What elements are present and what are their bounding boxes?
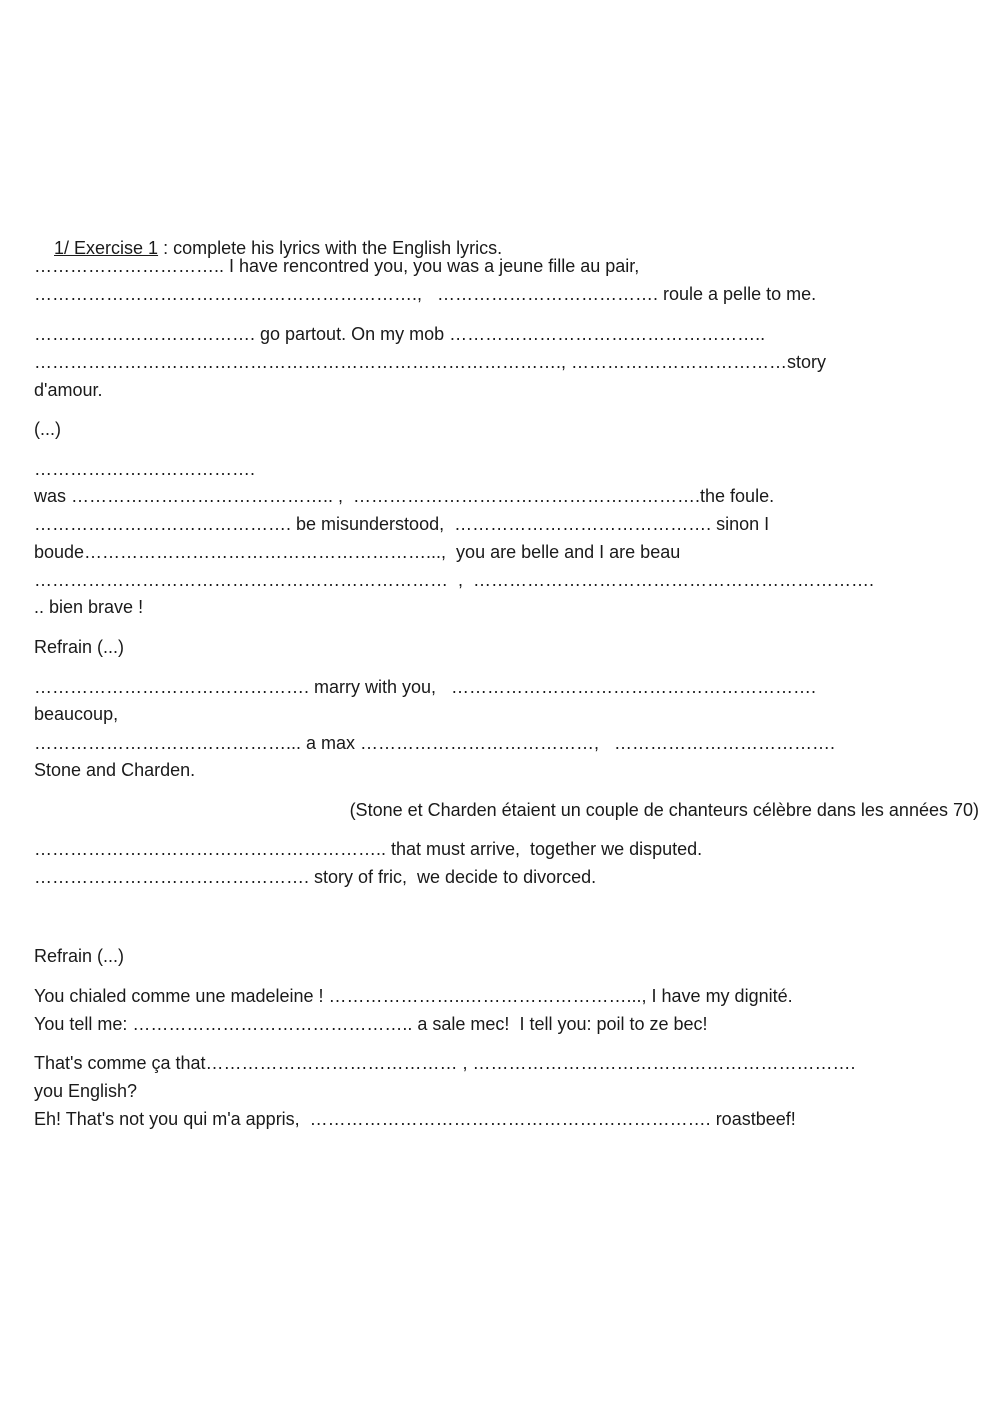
verse2-line3: d'amour. <box>34 380 103 400</box>
exercise-instructions: : complete his lyrics with the English lyrics. <box>158 238 503 258</box>
ellipsis-marker: (...) <box>34 419 61 439</box>
verse1-line1: ………………………….. I have rencontred you, you was a jeune fille au pair, <box>34 256 640 276</box>
verse2-line2: ……………………………………………………………………………., ………………………………story <box>34 352 827 372</box>
verse4-line1: ………………………………………. marry with you, ……………………………………………………. <box>34 677 817 697</box>
verse4-line3: ……………………………………... a max …………………………………, ………………………………. <box>34 733 836 753</box>
refrain-marker-2: Refrain (...) <box>34 946 125 966</box>
refrain-marker-1: Refrain (...) <box>34 637 125 657</box>
verse3-line4: boude…………………………………………………..., you are belle and I are beau <box>34 542 681 562</box>
verse7-line2: you English? <box>34 1081 138 1101</box>
verse3-line6: .. bien brave ! <box>34 597 144 617</box>
verse3-line1: ………………………………. <box>34 459 256 479</box>
verse7-line1: That's comme ça that…………………………………… , ………………………………………………………. <box>34 1053 856 1073</box>
verse3-line2: was …………………………………….. , ………………………………………………….the foule. <box>34 486 775 506</box>
historical-note: (Stone et Charden étaient un couple de chanteurs célèbre dans les années 70) <box>349 800 979 820</box>
verse4-line2: beaucoup, <box>34 704 119 724</box>
verse3-line5: …………………………………………………………… , …………………………………………………………. <box>34 570 875 590</box>
verse5-line1: ………………………………………………….. that must arrive, together we disputed. <box>34 839 703 859</box>
verse2-line1: ………………………………. go partout. On my mob …………………………………………….. <box>34 324 766 344</box>
verse6-line2: You tell me: ……………………………………….. a sale mec! I tell you: poil to ze bec! <box>34 1014 708 1034</box>
exercise-number: 1/ Exercise 1 <box>54 238 159 258</box>
verse4-line4: Stone and Charden. <box>34 760 196 780</box>
worksheet-page <box>34 0 979 1413</box>
verse3-line3: ……………………………………. be misunderstood, ……………………………………. sinon I <box>34 514 770 534</box>
verse7-line3: Eh! That's not you qui m'a appris, …………………………………………………………. roastbeef! <box>34 1109 796 1129</box>
verse6-line1: You chialed comme une madeleine ! …………………..………………………..., I have my dignité. <box>34 986 793 1006</box>
verse5-line2: ………………………………………. story of fric, we decide to divorced. <box>34 867 597 887</box>
verse1-line2: ………………………………………………………., ………………………………. roule a pelle to me. <box>34 284 817 304</box>
